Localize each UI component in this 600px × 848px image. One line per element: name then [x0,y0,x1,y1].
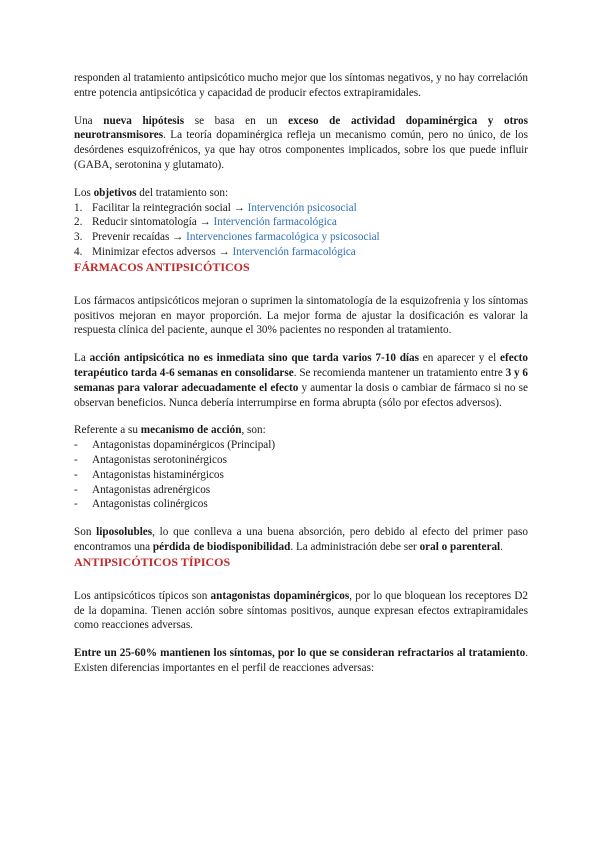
list-item: - Antagonistas adrenérgicos [74,483,211,496]
paragraph-objectives-intro: Los objetivos del tratamiento son: [74,186,229,199]
list-item: - Antagonistas colinérgicos [74,498,208,511]
objective-item: 4. Minimizar efectos adversos → Intervención farmacológica [74,245,356,258]
paragraph-refractory: Entre un 25-60% mantienen los síntomas, por lo que se consideran refractarios al tratamiento. Existen diferencias importantes en el perfil de reacciones adversas: [74,647,528,674]
paragraph-typical-antipsychotics: Los antipsicóticos típicos son antagonistas dopaminérgicos, por lo que bloquean los receptores D2 de la dopamina. Tienen acción sobre síntomas positivos, aunque expresan efectos extrapiramidales como reacciones adversas. [74,589,528,632]
objective-item: 3. Prevenir recaídas → Intervenciones farmacológica y psicosocial [74,231,380,244]
list-item: - Antagonistas dopaminérgicos (Principal) [74,439,276,452]
section-heading-antipsychotics: FÁRMACOS ANTIPSICÓTICOS [74,259,250,274]
arrow-icon: → [233,201,245,214]
paragraph-new-hypothesis: Una nueva hipótesis se basa en un exceso de actividad dopaminérgica y otros neurotransmisores. La teoría dopaminérgica refleja un mecanismo común, pero no único, de los desórdenes esquizofrénicos, ya que hay otros componentes implicados, sobre los que puede influir (GABA, serotonina y glutamato). [74,114,529,171]
paragraph-continuation: responden al tratamiento antipsicótico mucho mejor que los síntomas negativos, y no hay correlación entre potencia antipsicótica y capacidad de producir efectos extrapiramidales. [74,72,528,99]
arrow-icon: → [199,216,211,229]
arrow-icon: → [172,231,184,244]
objective-item: 2. Reducir sintomatología → Intervención farmacológica [74,216,337,229]
list-item: - Antagonistas histaminérgicos [74,468,224,481]
objective-intervention: Intervención farmacológica [232,245,356,258]
paragraph-antipsychotics-overview: Los fármacos antipsicóticos mejoran o suprimen la sintomatología de la esquizofrenia y los síntomas positivos mejoran en mayor proporción. La mejor forma de ajustar la dosificación es valorar la respuesta clínica del paciente, aunque el 30% pacientes no responden al tratamiento. [74,294,528,337]
paragraph-mechanism-intro: Referente a su mecanismo de acción, son: [74,424,266,437]
objective-intervention: Intervención farmacológica [213,216,337,229]
list-item: - Antagonistas serotoninérgicos [74,453,227,466]
objective-intervention: Intervención psicosocial [247,201,357,214]
mechanism-list [74,438,528,512]
paragraph-liposoluble: Son liposolubles, lo que conlleva a una buena absorción, pero debido al efecto del primer paso encontramos una pérdida de biodisponibilidad. La administración debe ser oral o parenteral. [74,526,528,553]
objectives-list [74,201,528,260]
arrow-icon: → [218,245,230,258]
objective-intervention: Intervenciones farmacológica y psicosocial [186,231,380,244]
paragraph-action-onset: La acción antipsicótica no es inmediata sino que tarda varios 7-10 días en aparecer y el efecto terapéutico tarda 4-6 semanas en consolidarse. Se recomienda mantener un tratamiento entre 3 y 6 semanas para valorar adecuadamente el efecto y aumentar la dosis o cambiar de fármaco si no se observan beneficios. Nunca debería interrumpirse en forma abrupta (sólo por efectos adversos). [74,352,529,409]
page-content [74,71,528,676]
section-heading-typical-antipsychotics: ANTIPSICÓTICOS TÍPICOS [74,554,231,569]
objective-item: 1. Facilitar la reintegración social → Intervención psicosocial [74,201,357,214]
